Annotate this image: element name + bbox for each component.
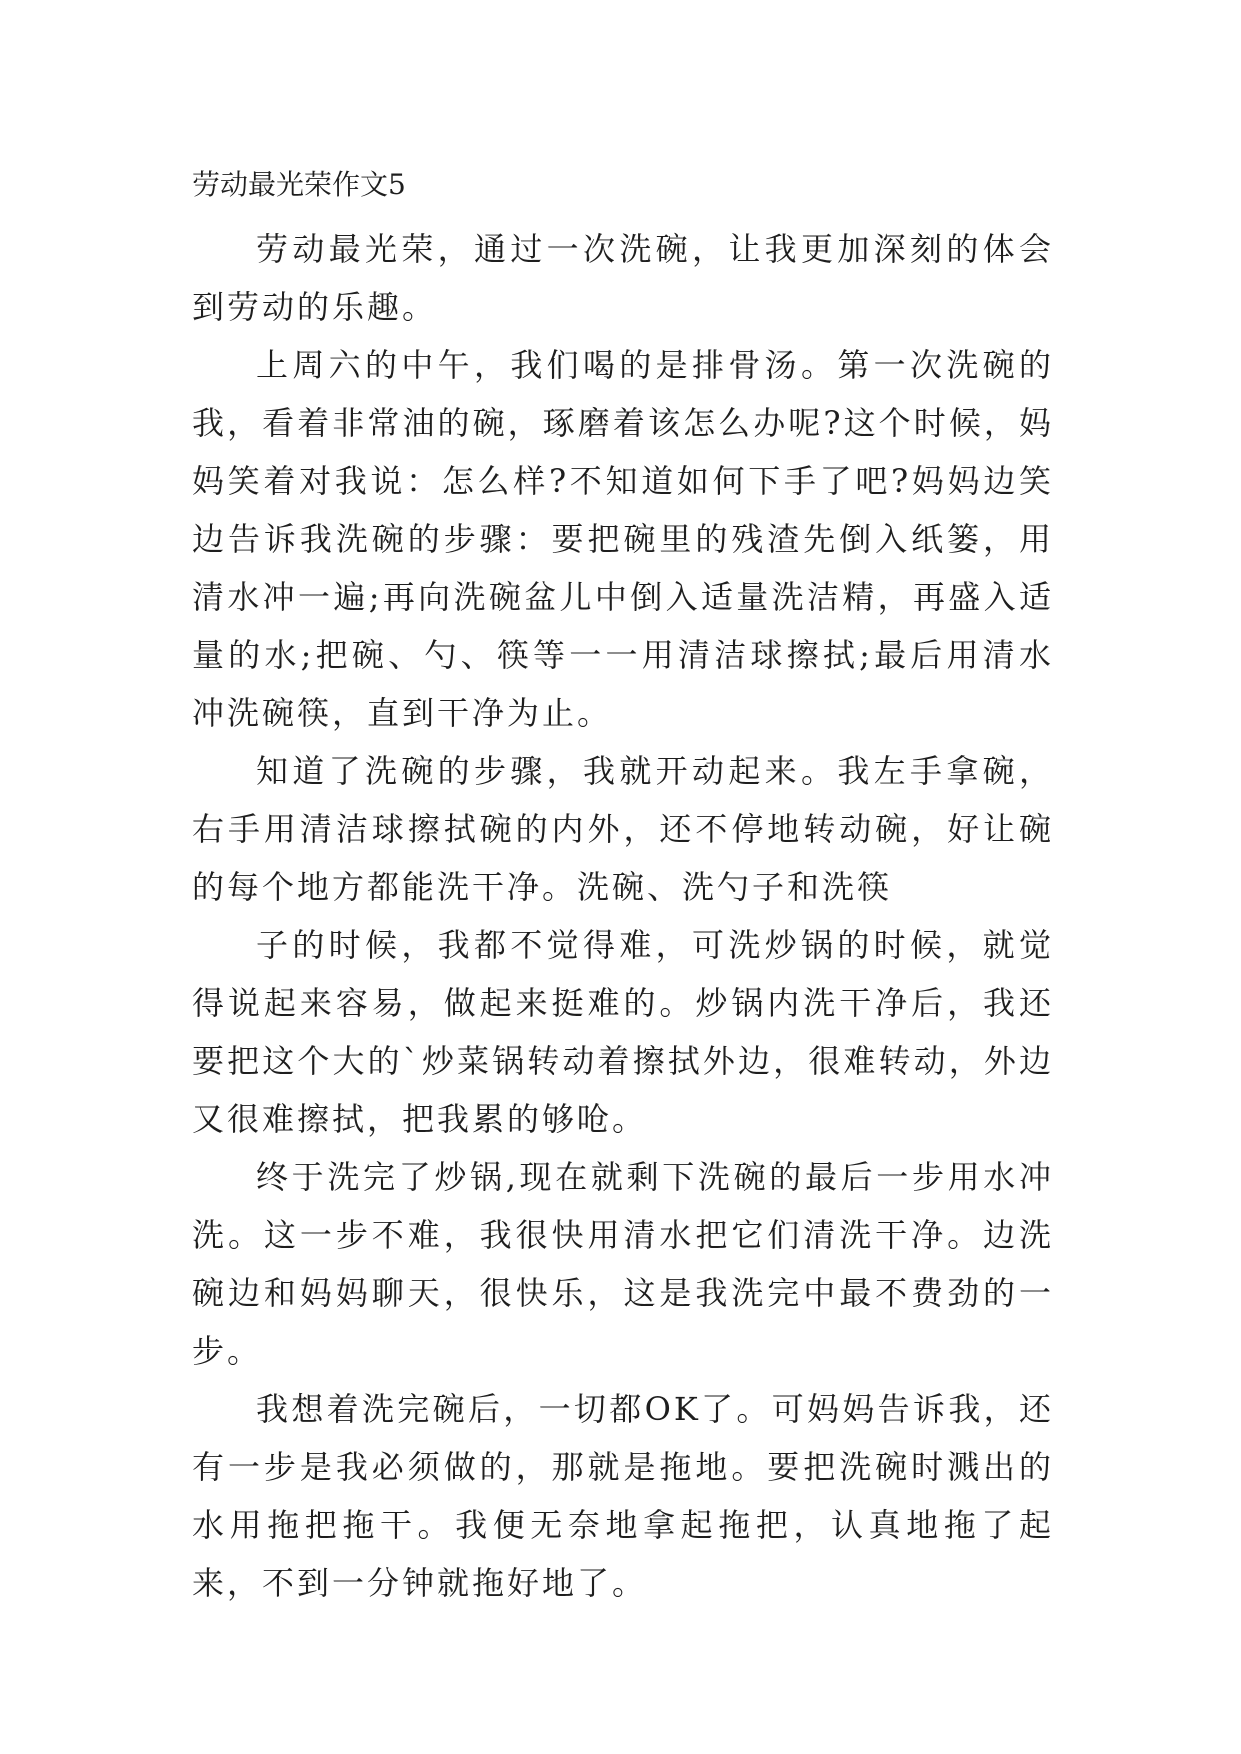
paragraph: 上周六的中午，我们喝的是排骨汤。第一次洗碗的我，看着非常油的碗，琢磨着该怎么办呢?这个时候，妈妈笑着对我说：怎么样?不知道如何下手了吧?妈妈边笑边告诉我洗碗的步骤：要把碗里的残渣先倒入纸篓，用清水冲一遍;再向洗碗盆儿中倒入适量洗洁精，再盛入适量的水;把碗、勺、筷等一一用清洁球擦拭;最后用清水冲洗碗筷，直到干净为止。 (192, 346, 1054, 732)
document-title: 劳动最光荣作文5 (192, 168, 406, 201)
paragraph: 劳动最光荣，通过一次洗碗，让我更加深刻的体会到劳动的乐趣。 (192, 230, 1054, 326)
document-body (192, 220, 1054, 1612)
paragraph: 知道了洗碗的步骤，我就开动起来。我左手拿碗，右手用清洁球擦拭碗的内外，还不停地转动碗，好让碗的每个地方都能洗干净。洗碗、洗勺子和洗筷 (192, 752, 1054, 906)
paragraph: 我想着洗完碗后，一切都OK了。可妈妈告诉我，还有一步是我必须做的，那就是拖地。要把洗碗时溅出的水用拖把拖干。我便无奈地拿起拖把，认真地拖了起来，不到一分钟就拖好地了。 (192, 1390, 1054, 1602)
paragraph: 终于洗完了炒锅,现在就剩下洗碗的最后一步用水冲洗。这一步不难，我很快用清水把它们清洗干净。边洗碗边和妈妈聊天，很快乐，这是我洗完中最不费劲的一步。 (192, 1158, 1054, 1370)
paragraph: 子的时候，我都不觉得难，可洗炒锅的时候，就觉得说起来容易，做起来挺难的。炒锅内洗干净后，我还要把这个大的`炒菜锅转动着擦拭外边，很难转动，外边又很难擦拭，把我累的够呛。 (192, 926, 1054, 1138)
